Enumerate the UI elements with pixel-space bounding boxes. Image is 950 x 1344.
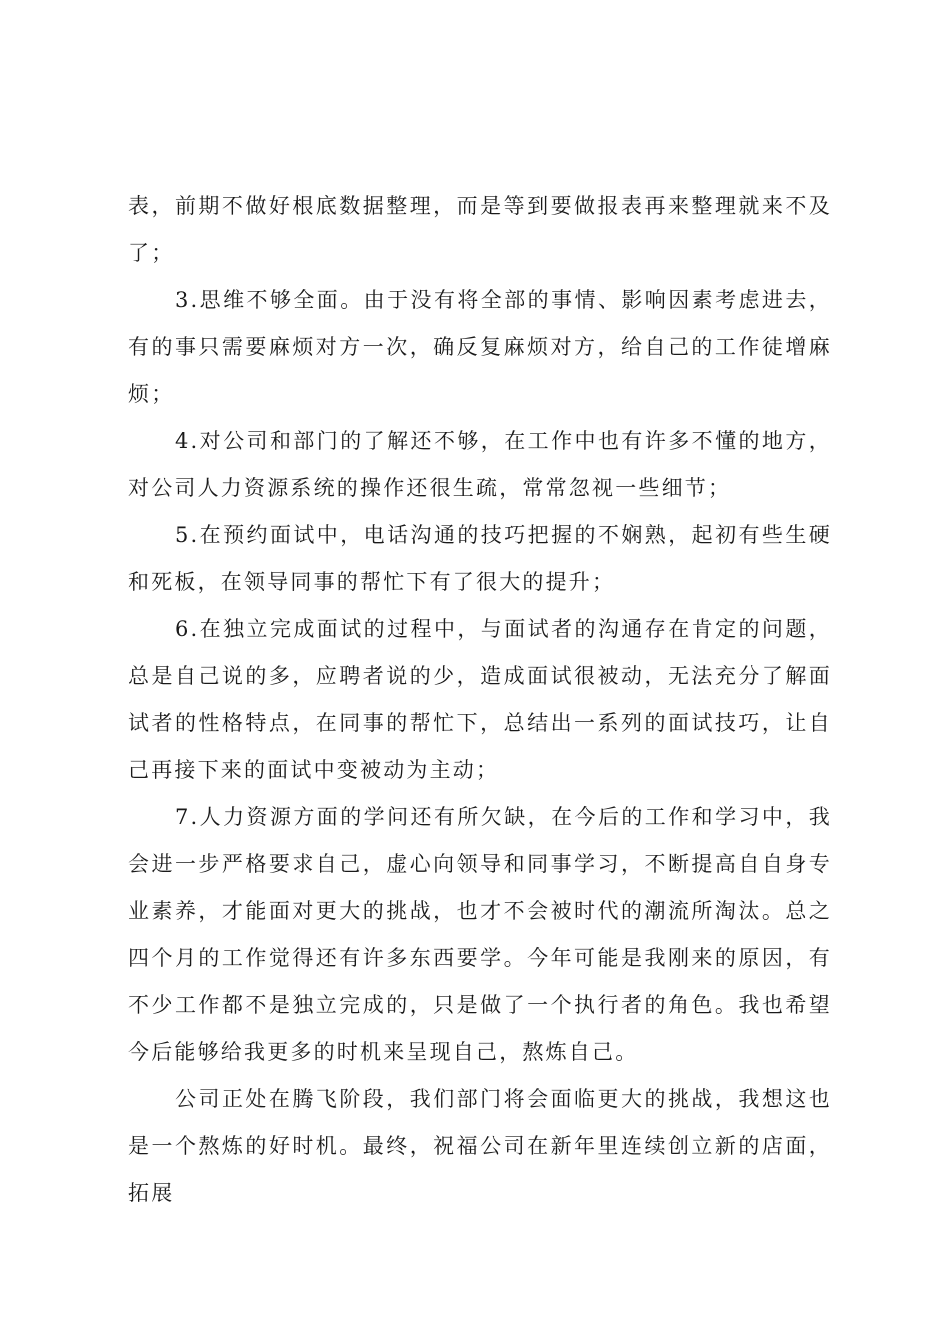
- paragraph-closing: 公司正处在腾飞阶段，我们部门将会面临更大的挑战，我想这也是一个熬炼的好时机。最终，祝福公司在新年里连续创立新的店面，拓展: [128, 1087, 832, 1205]
- paragraph-item-6: 6.在独立完成面试的过程中，与面试者的沟通存在肯定的问题，总是自己说的多，应聘者说的少，造成面试很被动，无法充分了解面试者的性格特点，在同事的帮忙下，总结出一系列的面试技巧，让自己再接下来的面试中变被动为主动；: [128, 617, 832, 782]
- paragraph-item-3: 3.思维不够全面。由于没有将全部的事情、影响因素考虑进去，有的事只需要麻烦对方一次，确反复麻烦对方，给自己的工作徒增麻烦；: [128, 288, 832, 406]
- paragraph-item-5: 5.在预约面试中，电话沟通的技巧把握的不娴熟，起初有些生硬和死板，在领导同事的帮忙下有了很大的提升；: [128, 523, 832, 594]
- paragraph-continuation: 表，前期不做好根底数据整理，而是等到要做报表再来整理就来不及了；: [128, 194, 832, 265]
- paragraph-item-7: 7.人力资源方面的学问还有所欠缺，在今后的工作和学习中，我会进一步严格要求自己，虚心向领导和同事学习，不断提高自自身专业素养，才能面对更大的挑战，也才不会被时代的潮流所淘汰。总之四个月的工作觉得还有许多东西要学。今年可能是我刚来的原因，有不少工作都不是独立完成的，只是做了一个执行者的角色。我也希望今后能够给我更多的时机来呈现自己，熬炼自己。: [128, 805, 832, 1064]
- document-body: [128, 183, 832, 1217]
- paragraph-item-4: 4.对公司和部门的了解还不够，在工作中也有许多不懂的地方，对公司人力资源系统的操作还很生疏，常常忽视一些细节；: [128, 429, 832, 500]
